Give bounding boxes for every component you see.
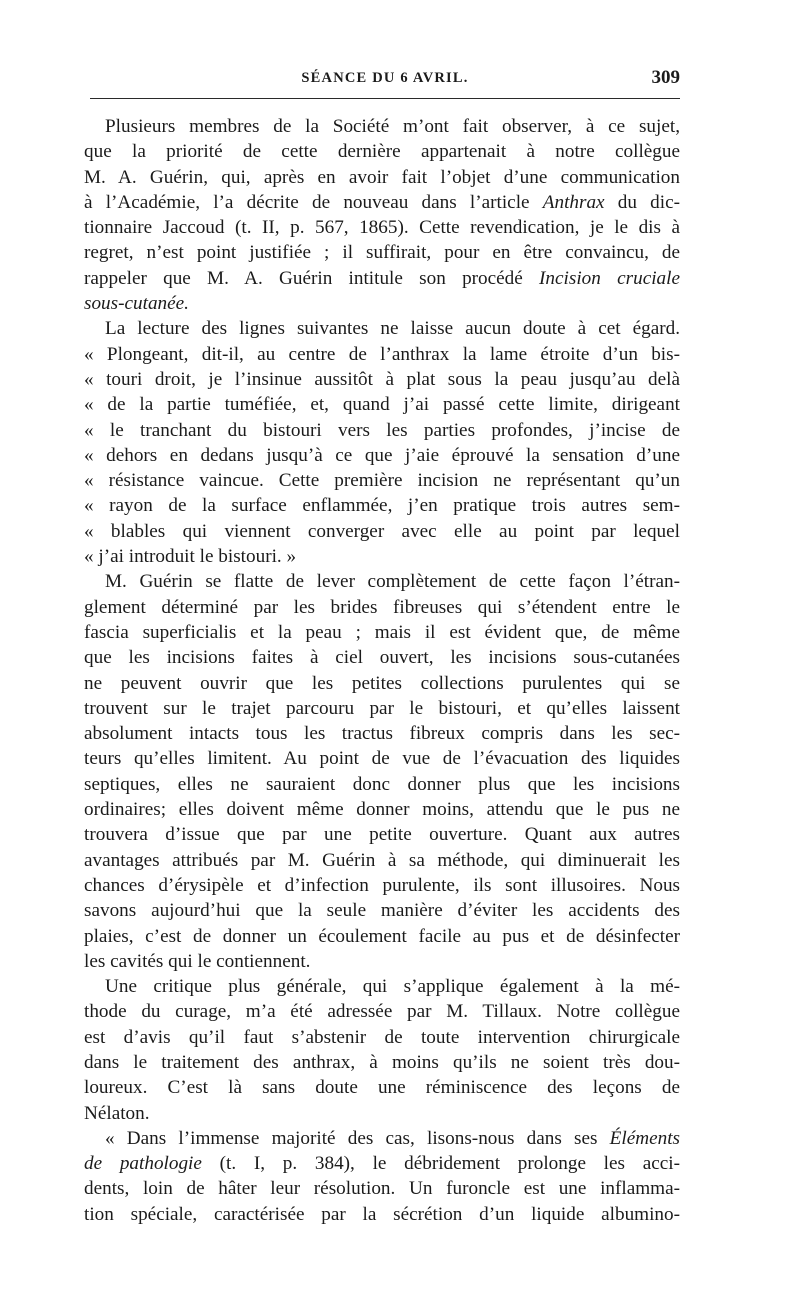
text-line (84, 999, 680, 1024)
text-line (84, 1075, 680, 1100)
italic-run: sous-cutanée. (84, 293, 189, 315)
text-line (84, 493, 680, 518)
text-run: « j’ai introduit le bistouri. » (84, 546, 297, 568)
text-run: dans le traitement des anthrax, à moins qu’ils ne soient très dou- (84, 1051, 680, 1073)
text-run: dents, loin de hâter leur résolution. Un furoncle est une inflamma- (84, 1178, 680, 1200)
italic-run: Incision cruciale (539, 267, 680, 289)
text-line (84, 696, 680, 721)
text-run: tionnaire Jaccoud (t. II, p. 567, 1865). Cette revendication, je le dis à (84, 217, 680, 239)
text-run: fascia superficialis et la peau ; mais il est évident que, de même (84, 621, 680, 643)
text-run: ne peuvent ouvrir que les petites collections purulentes qui se (84, 672, 680, 694)
text-line (84, 746, 680, 771)
text-line (84, 1176, 680, 1201)
text-line (84, 772, 680, 797)
text-run: La lecture des lignes suivantes ne laisse aucun doute à cet égard. (105, 318, 680, 340)
text-run: « dehors en dedans jusqu’à ce que j’aie éprouvé la sensation d’une (84, 444, 680, 466)
text-run: « Dans l’immense majorité des cas, lisons-nous dans ses (105, 1127, 610, 1149)
text-line (84, 848, 680, 873)
italic-run: Éléments (609, 1127, 680, 1149)
text-run: Nélaton. (84, 1102, 150, 1124)
text-line (84, 367, 680, 392)
text-line (84, 139, 680, 164)
text-run: « le tranchant du bistouri vers les parties profondes, j’incise de (84, 419, 680, 441)
text-line (84, 1050, 680, 1075)
text-line (84, 974, 680, 999)
text-run: absolument intacts tous les tractus fibreux compris dans les sec- (84, 723, 680, 745)
text-line (84, 645, 680, 670)
text-line (84, 342, 680, 367)
text-run: trouvent sur le trajet parcouru par le bistouri, et qu’elles laissent (84, 697, 680, 719)
text-run: « blables qui viennent converger avec elle au point par lequel (84, 520, 680, 542)
text-line (84, 797, 680, 822)
text-run: « Plongeant, dit-il, au centre de l’anthrax la lame étroite d’un bis- (84, 343, 680, 365)
text-line (84, 898, 680, 923)
text-run: « touri droit, je l’insinue aussitôt à plat sous la peau jusqu’au delà (84, 368, 680, 390)
text-run: loureux. C’est là sans doute une réminiscence des leçons de (84, 1077, 680, 1099)
text-run: regret, n’est point justifiée ; il suffirait, pour en être convaincu, de (84, 242, 680, 264)
text-run: glement déterminé par les brides fibreuses qui s’étendent entre le (84, 596, 680, 618)
running-head (90, 58, 680, 99)
text-run: est d’avis qu’il faut s’abstenir de toute intervention chirurgicale (84, 1026, 680, 1048)
text-line (84, 215, 680, 240)
text-line (84, 443, 680, 468)
running-title: SÉANCE DU 6 AVRIL. (301, 70, 469, 86)
text-line (84, 392, 680, 417)
text-line (84, 1202, 680, 1227)
text-run: ordinaires; elles doivent même donner moins, attendu que le pus ne (84, 799, 680, 821)
text-run: septiques, elles ne sauraient donc donner plus que les incisions (84, 773, 680, 795)
text-run: Une critique plus générale, qui s’applique également à la mé- (105, 976, 680, 998)
text-run: thode du curage, m’a été adressée par M. Tillaux. Notre collègue (84, 1001, 680, 1023)
text-run: « résistance vaincue. Cette première incision ne représentant qu’un (84, 470, 680, 492)
text-run: à l’Académie, l’a décrite de nouveau dans l’article (84, 191, 543, 213)
text-run: M. Guérin se flatte de lever complètement de cette façon l’étran- (105, 571, 680, 593)
text-line (84, 190, 680, 215)
page-number: 309 (651, 67, 680, 88)
text-line (84, 1101, 680, 1126)
text-run: M. A. Guérin, qui, après en avoir fait l’objet d’une communication (84, 166, 680, 188)
italic-run: Anthrax (542, 191, 605, 213)
text-run: les cavités qui le contiennent. (84, 950, 311, 972)
text-line (84, 291, 680, 316)
text-run: plaies, c’est de donner un écoulement facile au pus et de désinfecter (84, 925, 680, 947)
text-run: « de la partie tuméfiée, et, quand j’ai passé cette limite, dirigeant (84, 394, 680, 416)
text-line (84, 468, 680, 493)
text-run: du dic- (604, 191, 680, 213)
text-line (84, 165, 680, 190)
text-run: que la priorité de cette dernière appartenait à notre collègue (84, 141, 680, 163)
text-line (84, 544, 680, 569)
text-run: (t. I, p. 384), le débridement prolonge les acci- (201, 1153, 680, 1175)
text-run: tion spéciale, caractérisée par la sécrétion d’un liquide albumino- (84, 1203, 680, 1225)
text-line (84, 1025, 680, 1050)
text-run: rappeler que M. A. Guérin intitule son procédé (84, 267, 540, 289)
text-line (84, 949, 680, 974)
text-line (84, 569, 680, 594)
text-line (84, 114, 680, 139)
text-line (84, 266, 680, 291)
text-run: trouvera d’issue que par une petite ouverture. Quant aux autres (84, 824, 680, 846)
text-line (84, 1151, 680, 1176)
text-line (84, 418, 680, 443)
text-line (84, 595, 680, 620)
text-line (84, 620, 680, 645)
text-run: Plusieurs membres de la Société m’ont fait observer, à ce sujet, (105, 116, 680, 137)
text-run: teurs qu’elles limitent. Au point de vue de l’évacuation des liquides (84, 748, 680, 770)
text-line (84, 671, 680, 696)
text-line (84, 519, 680, 544)
text-line (84, 240, 680, 265)
text-run: que les incisions faites à ciel ouvert, les incisions sous-cutanées (84, 647, 680, 669)
text-line (84, 822, 680, 847)
text-run: avantages attribués par M. Guérin à sa méthode, qui diminuerait les (84, 849, 680, 871)
text-line (84, 873, 680, 898)
text-line (84, 924, 680, 949)
text-run: savons aujourd’hui que la seule manière d’éviter les accidents des (84, 900, 680, 922)
italic-run: de pathologie (84, 1153, 202, 1175)
text-line (84, 721, 680, 746)
text-run: « rayon de la surface enflammée, j’en pratique trois autres sem- (84, 495, 680, 517)
text-run: chances d’érysipèle et d’infection purulente, ils sont illusoires. Nous (84, 874, 680, 896)
text-line (84, 1126, 680, 1151)
body-text (84, 114, 680, 1227)
text-line (84, 316, 680, 341)
